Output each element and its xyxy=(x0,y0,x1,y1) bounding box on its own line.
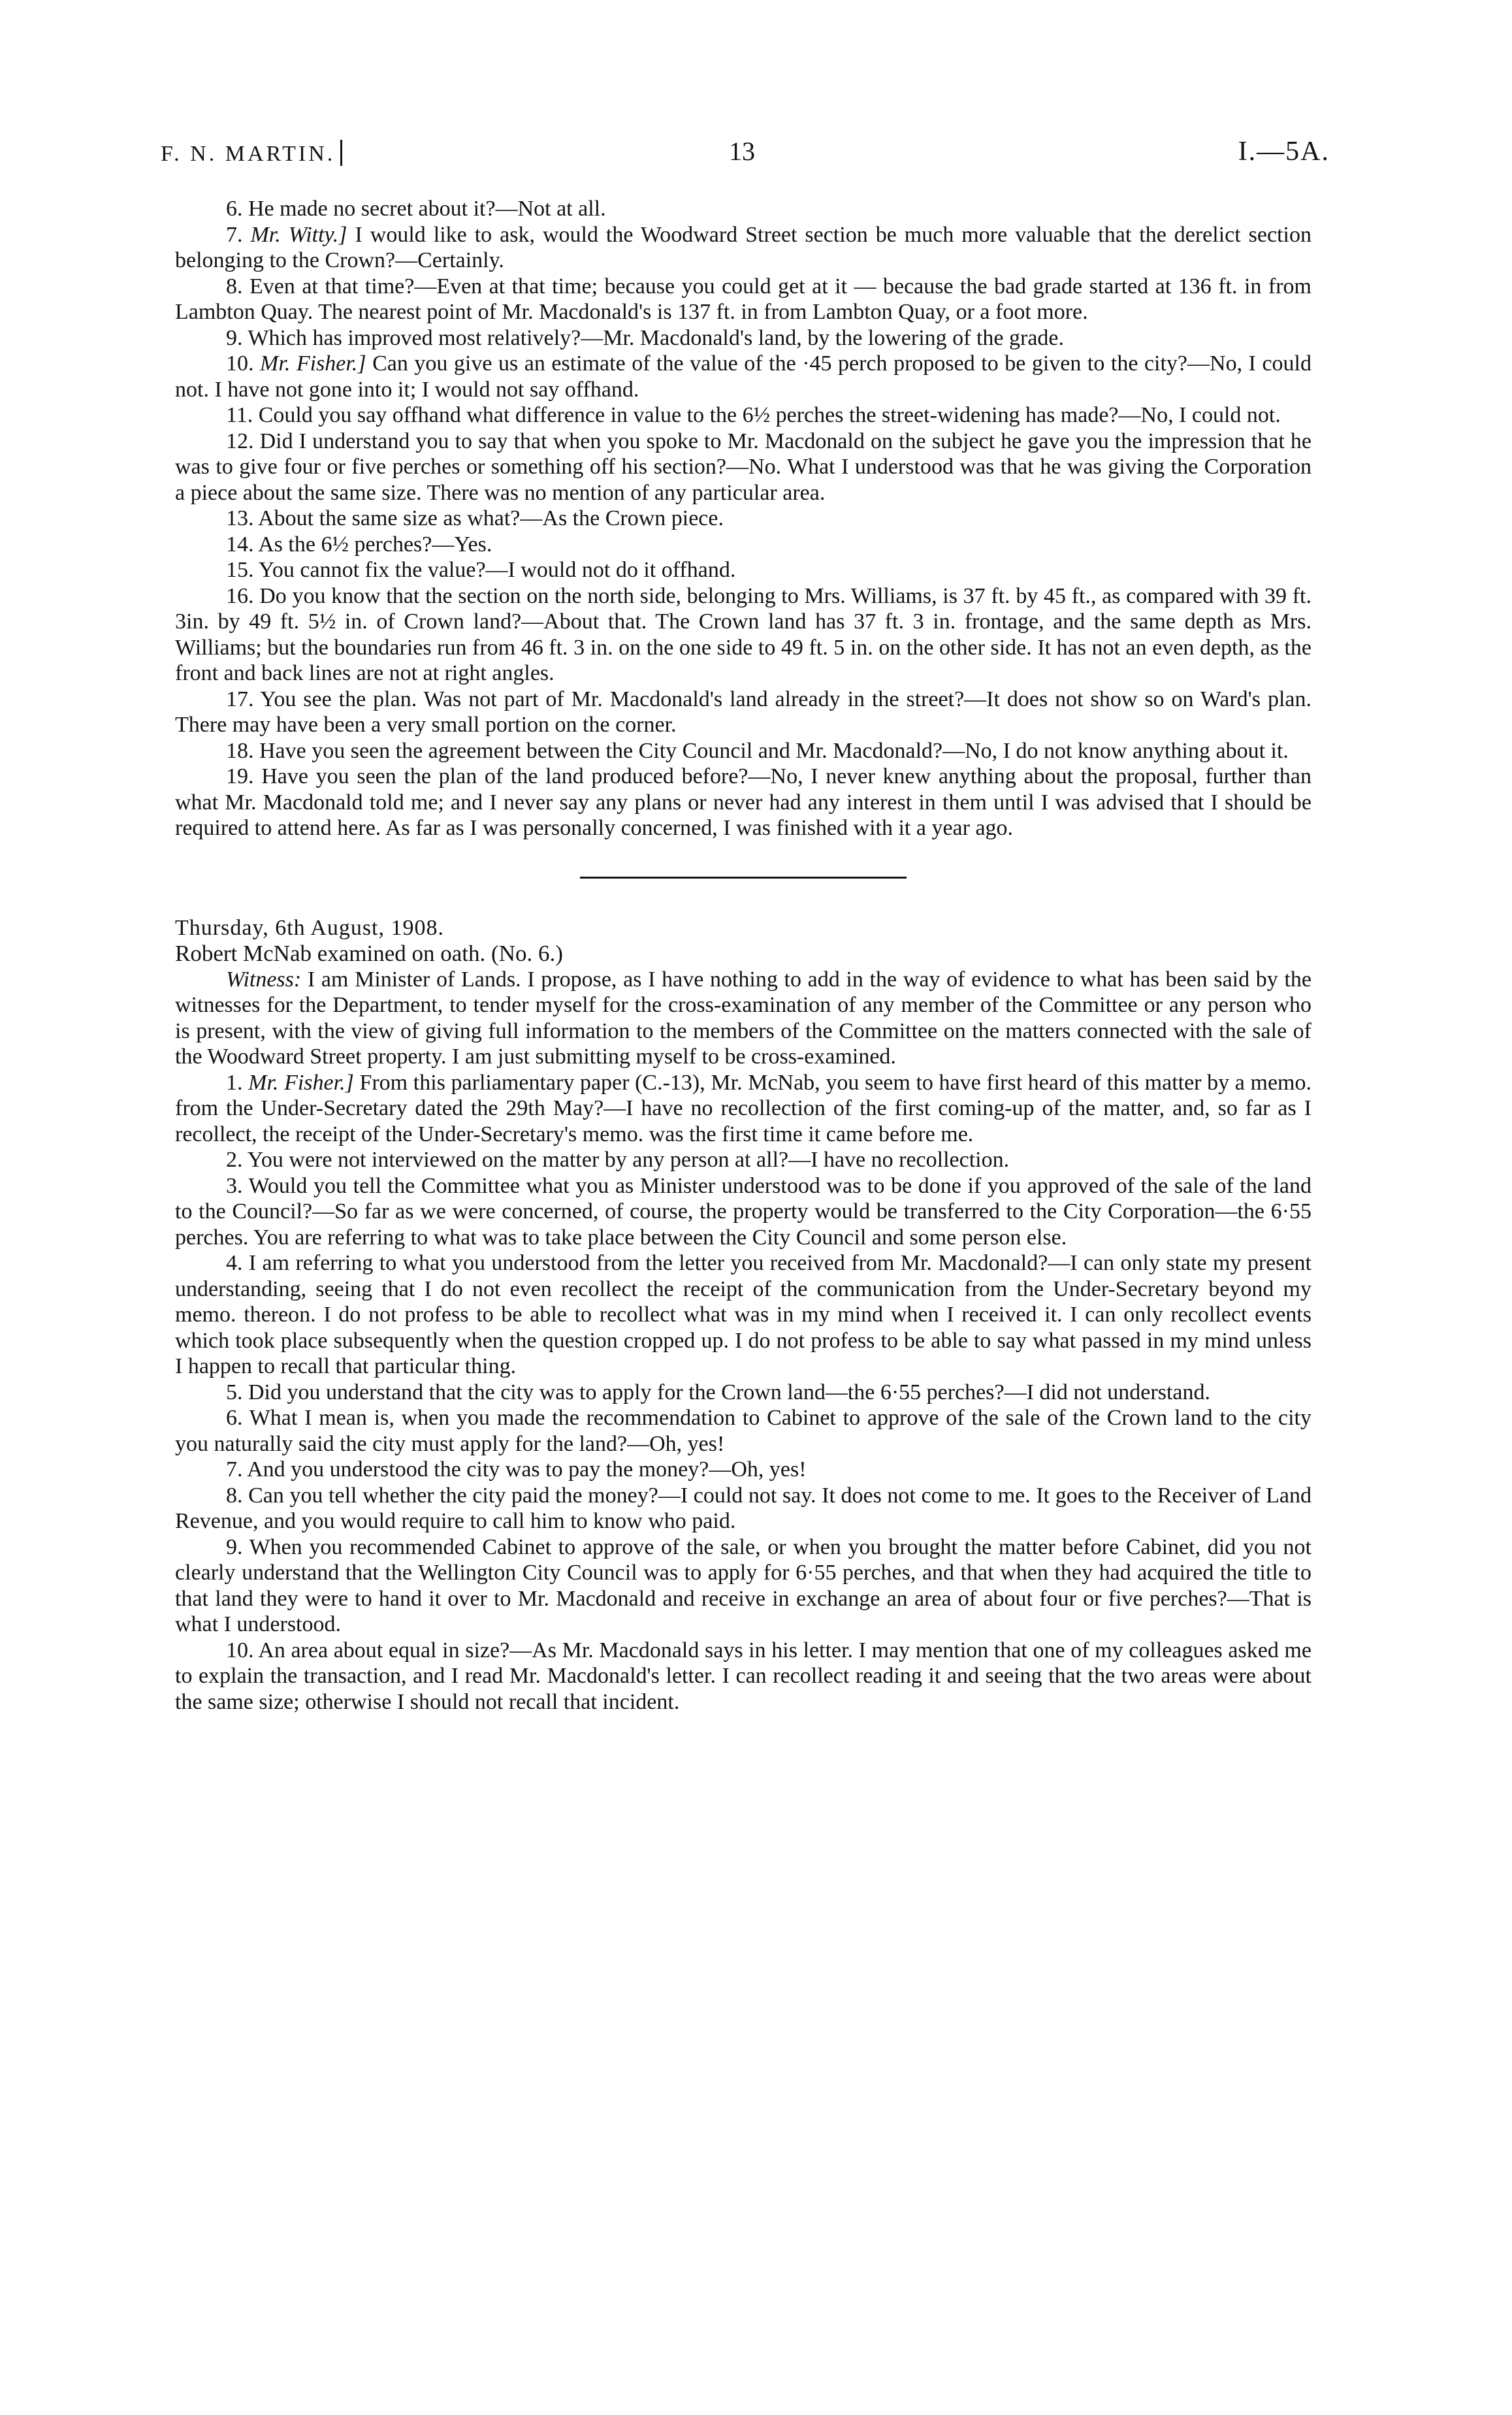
testimony-paragraph xyxy=(175,557,1311,583)
question-number: 2. xyxy=(226,1148,248,1172)
witness-heading: Robert McNab examined on oath. (No. 6.) xyxy=(175,941,563,966)
testimony-paragraph xyxy=(175,967,1311,1070)
question-number: 10. xyxy=(226,351,261,376)
testimony-paragraph xyxy=(175,1070,1311,1148)
question-number: 19. xyxy=(226,764,262,788)
testimony-text: Could you say offhand what difference in value to the 6½ perches the street-widening has made?—No, I could not. xyxy=(258,403,1281,427)
testimony-text: Can you tell whether the city paid the money?—I could not say. It does not come to me. It goes to the Receiver of Land Revenue, and you would require to call him to know who paid. xyxy=(175,1483,1312,1533)
testimony-text: Have you seen the plan of the land produced before?—No, I never knew anything about the proposal, further than what Mr. Macdonald told me; and I never say any plans or never had any interest in them until I was advised that I should be required to attend here. As far as I was personally concerned, I was finished with it a year ago. xyxy=(175,764,1311,840)
question-number: 13. xyxy=(226,506,259,530)
question-number: 10. xyxy=(226,1638,259,1662)
question-number: 8. xyxy=(226,1483,249,1508)
question-number: 6. xyxy=(226,1406,249,1430)
testimony-text: He made no secret about it?—Not at all. xyxy=(248,197,606,221)
page-header xyxy=(161,136,1330,175)
testimony-paragraph xyxy=(175,687,1311,738)
question-number: 18. xyxy=(226,738,259,763)
testimony-paragraph xyxy=(175,274,1311,325)
question-number: 9. xyxy=(226,1534,249,1559)
testimony-text: And you understood the city was to pay the money?—Oh, yes! xyxy=(247,1457,807,1482)
session-date: Thursday, 6th August, 1908. xyxy=(175,915,445,940)
testimony-paragraph xyxy=(175,1483,1311,1534)
question-number: 9. xyxy=(226,325,248,350)
testimony-text: About the same size as what?—As the Crown piece. xyxy=(258,506,724,530)
speaker-label: Mr. Fisher.] xyxy=(260,351,366,376)
header-witness-name: F. N. MARTIN. xyxy=(161,140,342,167)
testimony-text: You were not interviewed on the matter by any person at all?—I have no recollection. xyxy=(247,1148,1010,1172)
testimony-paragraph xyxy=(175,325,1311,351)
speaker-label: Mr. Witty.] xyxy=(250,222,347,247)
testimony-text: Did I understand you to say that when you spoke to Mr. Macdonald on the subject he gave you the impression that he was to give four or five perches or something off his section?—No. What I understood was that he was giving the Corporation a piece about the same size. There was no mention of any particular area. xyxy=(175,429,1311,505)
testimony-text: Did you understand that the city was to apply for the Crown land—the 6·55 perches?—I did not understand. xyxy=(248,1380,1210,1404)
testimony-text: Which has improved most relatively?—Mr. Macdonald's land, by the lowering of the grade. xyxy=(248,325,1065,350)
testimony-text: I am referring to what you understood from the letter you received from Mr. Macdonald?—I can only state my present understanding, seeing that I do not even recollect the receipt of the communication from the Under-Secretary beyond my memo. thereon. I do not profess to be able to recollect what was in my mind when I received it. I can only recollect events which took place subsequently when the question cropped up. I do not profess to be able to say what passed in my mind unless I happen to recall that particular thing. xyxy=(175,1251,1312,1378)
page-number: 13 xyxy=(729,137,755,166)
testimony-text: Would you tell the Committee what you as Minister understood was to be done if you approved of the sale of the land to the Council?—So far as we were concerned, of course, the property would be transferred to the City Corporation—the 6·55 perches. You are referring to what was to take place between the City Council and some person else. xyxy=(175,1173,1312,1250)
speaker-label: Witness: xyxy=(226,967,302,992)
evidence-section-martin xyxy=(175,196,1311,841)
testimony-paragraph xyxy=(175,351,1311,402)
question-number: 1. xyxy=(226,1070,249,1095)
testimony-paragraph xyxy=(175,532,1311,558)
question-number: 12. xyxy=(226,429,260,453)
testimony-paragraph xyxy=(175,583,1311,687)
testimony-text: I would like to ask, would the Woodward Street section be much more valuable that the derelict section belonging to the Crown?—Certainly. xyxy=(175,222,1311,272)
testimony-paragraph xyxy=(175,738,1311,764)
question-number: 5. xyxy=(226,1380,248,1404)
evidence-section-mcnab xyxy=(175,967,1311,1715)
question-number: 15. xyxy=(226,558,259,582)
testimony-text: Have you seen the agreement between the City Council and Mr. Macdonald?—No, I do not know anything about it. xyxy=(259,738,1289,763)
question-number: 3. xyxy=(226,1173,249,1198)
testimony-text: What I mean is, when you made the recommendation to Cabinet to approve of the sale of the Crown land to the city you naturally said the city must apply for the land?—Oh, yes! xyxy=(175,1406,1311,1456)
section-divider xyxy=(580,877,907,879)
testimony-text: You see the plan. Was not part of Mr. Macdonald's land already in the street?—It does not show so on Ward's plan. There may have been a very small portion on the corner. xyxy=(175,687,1311,737)
testimony-paragraph xyxy=(175,1380,1311,1406)
testimony-text: You cannot fix the value?—I would not do it offhand. xyxy=(258,558,736,582)
question-number: 7. xyxy=(226,1457,248,1482)
testimony-text: I am Minister of Lands. I propose, as I have nothing to add in the way of evidence to what has been said by the witnesses for the Department, to tender myself for the cross-examination of any member of the Committee or any person who is present, with the view of giving full information to the members of the Committee on the matters connected with the sale of the Woodward Street property. I am just submitting myself to be cross-examined. xyxy=(175,967,1311,1069)
testimony-paragraph xyxy=(175,1405,1311,1457)
testimony-text: From this parliamentary paper (C.-13), Mr. McNab, you seem to have first heard of this matter by a memo. from the Under-Secretary dated the 29th May?—I have no recollection of the first coming-up of the matter, and, so far as I recollect, the receipt of the Under-Secretary's memo. was the first time it came before me. xyxy=(175,1070,1311,1146)
testimony-text: Even at that time?—Even at that time; because you could get at it — because the bad grade started at 136 ft. in from Lambton Quay. The nearest point of Mr. Macdonald's is 137 ft. in from Lambton Quay, or a foot more. xyxy=(175,274,1312,324)
paper-reference: I.—5A. xyxy=(1238,137,1330,167)
testimony-paragraph xyxy=(175,429,1311,506)
testimony-paragraph xyxy=(175,1250,1311,1380)
question-number: 7. xyxy=(226,222,251,247)
speaker-label: Mr. Fisher.] xyxy=(248,1070,354,1095)
testimony-text: When you recommended Cabinet to approve of the sale, or when you brought the matter before Cabinet, did you not clearly understand that the Wellington City Council was to apply for 6·55 perches, and that when they had acquired the title to that land they were to hand it over to Mr. Macdonald and receive in exchange an area of about four or five perches?—That is what I understood. xyxy=(175,1534,1311,1636)
testimony-paragraph xyxy=(175,1173,1311,1251)
question-number: 14. xyxy=(226,532,259,557)
testimony-paragraph xyxy=(175,1457,1311,1483)
testimony-paragraph xyxy=(175,402,1311,429)
testimony-text: Do you know that the section on the north side, belonging to Mrs. Williams, is 37 ft. by 45 ft., as compared with 39 ft. 3in. by 49 ft. 5½ in. of Crown land?—About that. The Crown land has 37 ft. 3 in. frontage, and the same depth as Mrs. Williams; but the boundaries run from 46 ft. 3 in. on the one side to 49 ft. 5 in. on the other side. It has not an even depth, as the front and back lines are not at right angles. xyxy=(175,583,1312,685)
testimony-paragraph xyxy=(175,1638,1311,1715)
testimony-paragraph xyxy=(175,222,1311,274)
testimony-text: An area about equal in size?—As Mr. Macdonald says in his letter. I may mention that one of my colleagues asked me to explain the transaction, and I read Mr. Macdonald's letter. I can recollect reading it and seeing that the two areas were about the same size; otherwise I should not recall that incident. xyxy=(175,1638,1311,1714)
question-number: 6. xyxy=(226,197,248,221)
question-number: 11. xyxy=(226,403,259,427)
testimony-paragraph xyxy=(175,1534,1311,1638)
testimony-text: As the 6½ perches?—Yes. xyxy=(258,532,492,557)
question-number: 16. xyxy=(226,583,260,608)
testimony-paragraph xyxy=(175,506,1311,532)
question-number: 17. xyxy=(226,687,261,711)
testimony-paragraph xyxy=(175,1147,1311,1173)
testimony-text: Can you give us an estimate of the value of the ·45 perch proposed to be given to the city?—No, I could not. I have not gone into it; I would not say offhand. xyxy=(175,351,1311,402)
testimony-paragraph xyxy=(175,196,1311,222)
document-body xyxy=(175,196,1311,1715)
question-number: 8. xyxy=(226,274,249,299)
testimony-paragraph xyxy=(175,764,1311,841)
question-number: 4. xyxy=(226,1251,249,1275)
